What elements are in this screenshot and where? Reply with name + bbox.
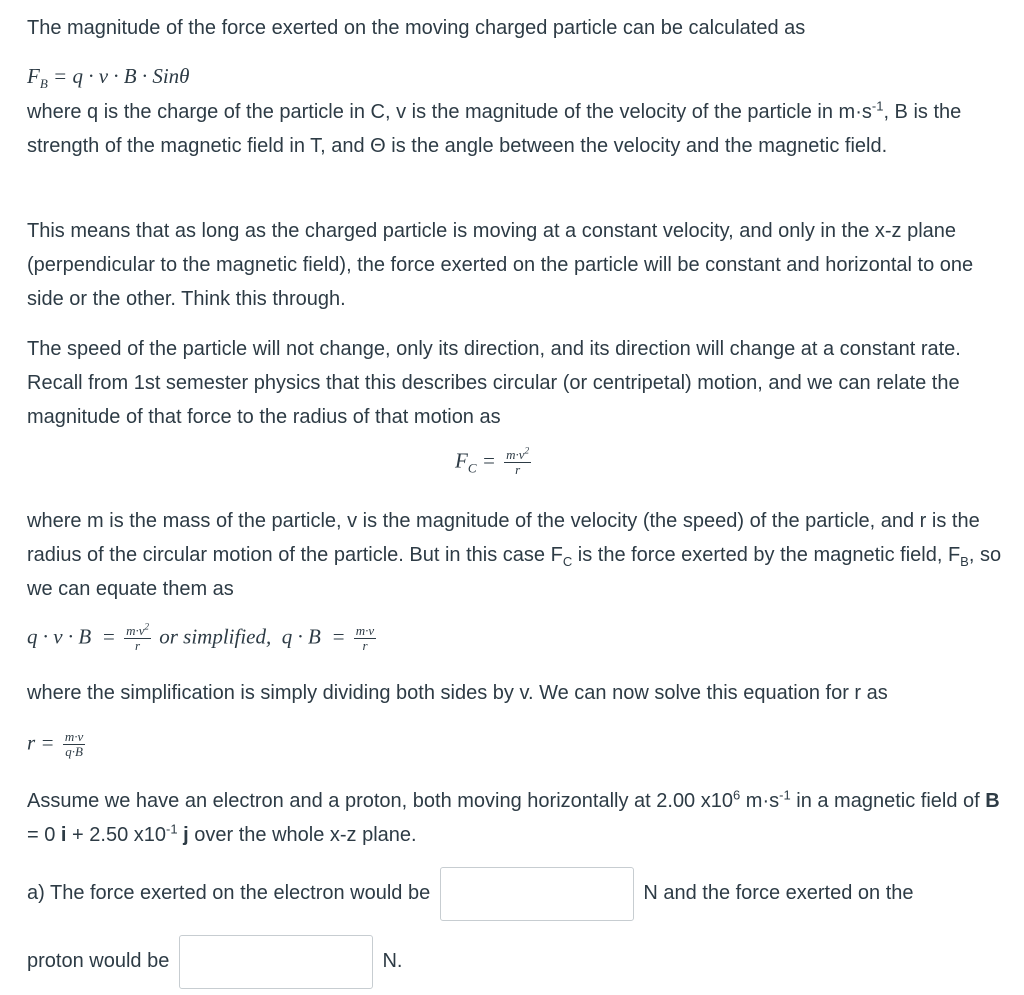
where1-b: , B is the strength of the magnetic field in T, and Θ is the angle between the velocity and the magnetic field. xyxy=(27,101,962,157)
eq2-num: m·v xyxy=(506,447,525,462)
eq3-lhs: q · v · B xyxy=(27,624,92,649)
eq2-lhs-sub: C xyxy=(467,460,477,476)
eq4-num: m·v xyxy=(64,729,84,744)
eq1-rhs: = q · v · B · Sinθ xyxy=(53,64,190,88)
eq3-fraction-1 xyxy=(124,621,151,653)
eq3-num2: m·v xyxy=(355,623,375,638)
paragraph-constant-force: This means that as long as the charged particle is moving at a constant velocity, and only in the x-z plane (perpendicular to the magnetic field), the force exerted on the particle will be constant and horizontal to one side or the other. Think this through. xyxy=(27,220,974,310)
eq4-fraction xyxy=(63,730,85,759)
question-part-a: a) The force exerted on the electron would be xyxy=(27,882,431,904)
eq3-num1: m·v xyxy=(126,623,145,638)
force-equation xyxy=(27,64,190,92)
paragraph-equate xyxy=(27,504,1002,606)
para4-c: , so we can equate them as xyxy=(27,544,1002,600)
eq3-num1-exp: 2 xyxy=(144,621,149,632)
eq4-den: q·B xyxy=(65,744,83,759)
eq2-den: r xyxy=(515,462,521,477)
para4-sub1: C xyxy=(562,554,573,569)
radius-equation xyxy=(27,730,88,759)
para6-jvec: j xyxy=(183,824,189,846)
para4-b: is the force exerted by the magnetic field, F xyxy=(572,544,961,566)
where-definitions xyxy=(27,95,1002,163)
para6-a: Assume we have an electron and a proton, both moving horizontally at 2.00 x10 xyxy=(27,790,733,812)
eq3-den2: r xyxy=(362,638,368,653)
centripetal-equation xyxy=(455,445,534,477)
eq3-den1: r xyxy=(135,638,141,653)
para4-sub2: B xyxy=(960,554,969,569)
paragraph-circular-motion: The speed of the particle will not change, only its direction, and its direction will change at a constant rate. Recall from 1st semester physics that this describes circular (or centripetal) motion, and we can relate the magnitude of that force to the radius of that motion as xyxy=(27,338,961,428)
para6-c: in a magnetic field of xyxy=(790,790,986,812)
question-unit: N. xyxy=(382,950,403,972)
paragraph-assumption xyxy=(27,784,1002,852)
question-line-1 xyxy=(27,866,1002,921)
eq3-fraction-2 xyxy=(354,624,376,653)
para6-exp3: -1 xyxy=(166,821,178,837)
eq2-lhs: F xyxy=(455,448,468,473)
para4-a: where m is the mass of the particle, v is the magnitude of the velocity (the speed) of the particle, and r is the radius of the circular motion of the particle. But in this case F xyxy=(27,510,980,566)
question-line2-label: proton would be xyxy=(27,950,170,972)
eq1-lhs-sub: B xyxy=(39,76,48,92)
para6-exp1: 6 xyxy=(733,787,741,803)
question-mid: N and the force exerted on the xyxy=(643,882,914,904)
para6-ivec: i xyxy=(60,824,67,846)
para6-b: m·s xyxy=(740,790,780,812)
paragraph-simplification: where the simplification is simply dividing both sides by v. We can now solve this equation for r as xyxy=(27,682,888,704)
equated-equation xyxy=(27,621,379,653)
proton-force-input[interactable] xyxy=(179,935,373,989)
eq3-equals-2: = xyxy=(331,624,346,649)
question-line-2 xyxy=(27,934,1002,989)
para6-exp2: -1 xyxy=(779,787,791,803)
eq3-equals: = xyxy=(101,624,116,649)
eq2-equals: = xyxy=(481,448,496,473)
eq1-lhs: F xyxy=(27,64,40,88)
para6-e: + 2.50 x10 xyxy=(66,824,167,846)
where1-exp: -1 xyxy=(871,98,884,114)
eq2-fraction xyxy=(504,445,531,477)
para6-bvec: B xyxy=(985,790,1000,812)
electron-force-input[interactable] xyxy=(440,867,634,921)
eq4-lhs: r = xyxy=(27,730,55,755)
eq3-mid: or simplified, xyxy=(159,624,272,649)
para6-f: over the whole x-z plane. xyxy=(188,824,417,846)
intro-text: The magnitude of the force exerted on the moving charged particle can be calculated as xyxy=(27,17,806,39)
para6-d: = 0 xyxy=(27,824,61,846)
where1-a: where q is the charge of the particle in C, v is the magnitude of the velocity of the particle in m·s xyxy=(27,101,872,123)
eq3-lhs2: q · B xyxy=(281,624,321,649)
eq2-num-exp: 2 xyxy=(524,445,530,456)
